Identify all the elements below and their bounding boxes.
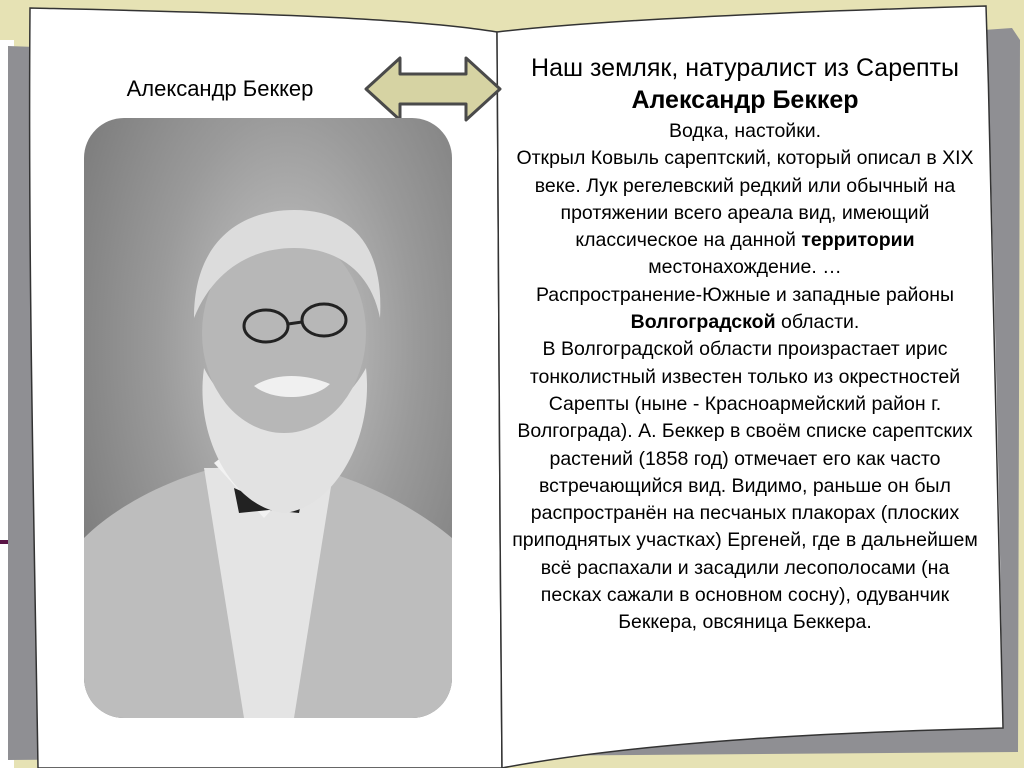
paragraph-2 [510, 282, 980, 337]
description-text [510, 52, 980, 637]
paragraph-2-bold: Волгоградской [630, 311, 776, 334]
title-text: Наш земляк, натуралист из Сарепты [531, 54, 959, 82]
paragraph-1-end: местонахождение. … [648, 256, 842, 279]
slide-title [510, 52, 980, 116]
paragraph-1 [510, 145, 980, 281]
portrait-caption: Александр Беккер [126, 76, 314, 101]
portrait-photo [84, 118, 452, 718]
title-name-bold: Александр Беккер [631, 86, 859, 114]
paragraph-1-bold: территории [801, 229, 915, 252]
paragraph-1-text: Открыл Ковыль сарептский, который описал в XIX веке. Лук регелевский редкий или обычный на протяжении всего ареала вид, имеющий классическое на данной [516, 147, 974, 252]
portrait-figure [84, 118, 452, 718]
intro-line: Водка, настойки. [668, 120, 822, 142]
paragraph-2-end: области. [775, 311, 860, 334]
paragraph-2-text: Распространение-Южные и западные районы [535, 283, 955, 306]
paragraph-3: В Волгоградской области произрастает ирис тонколистный известен только из окрестностей Сарепты (ныне - Красноармейский район г. Волгограда). А. Беккер в своём списке сарептских растений (1858 год) отмечает его как часто встречающийся вид. Видимо, раньше он был распространён на песчаных плакорах (плоских приподнятых участках) Ергеней, где в дальнейшем всё распахали и засадили лесополосами (на песках сажали в основном сосну), одуванчик Беккера, овсяница Беккера. [512, 338, 978, 634]
